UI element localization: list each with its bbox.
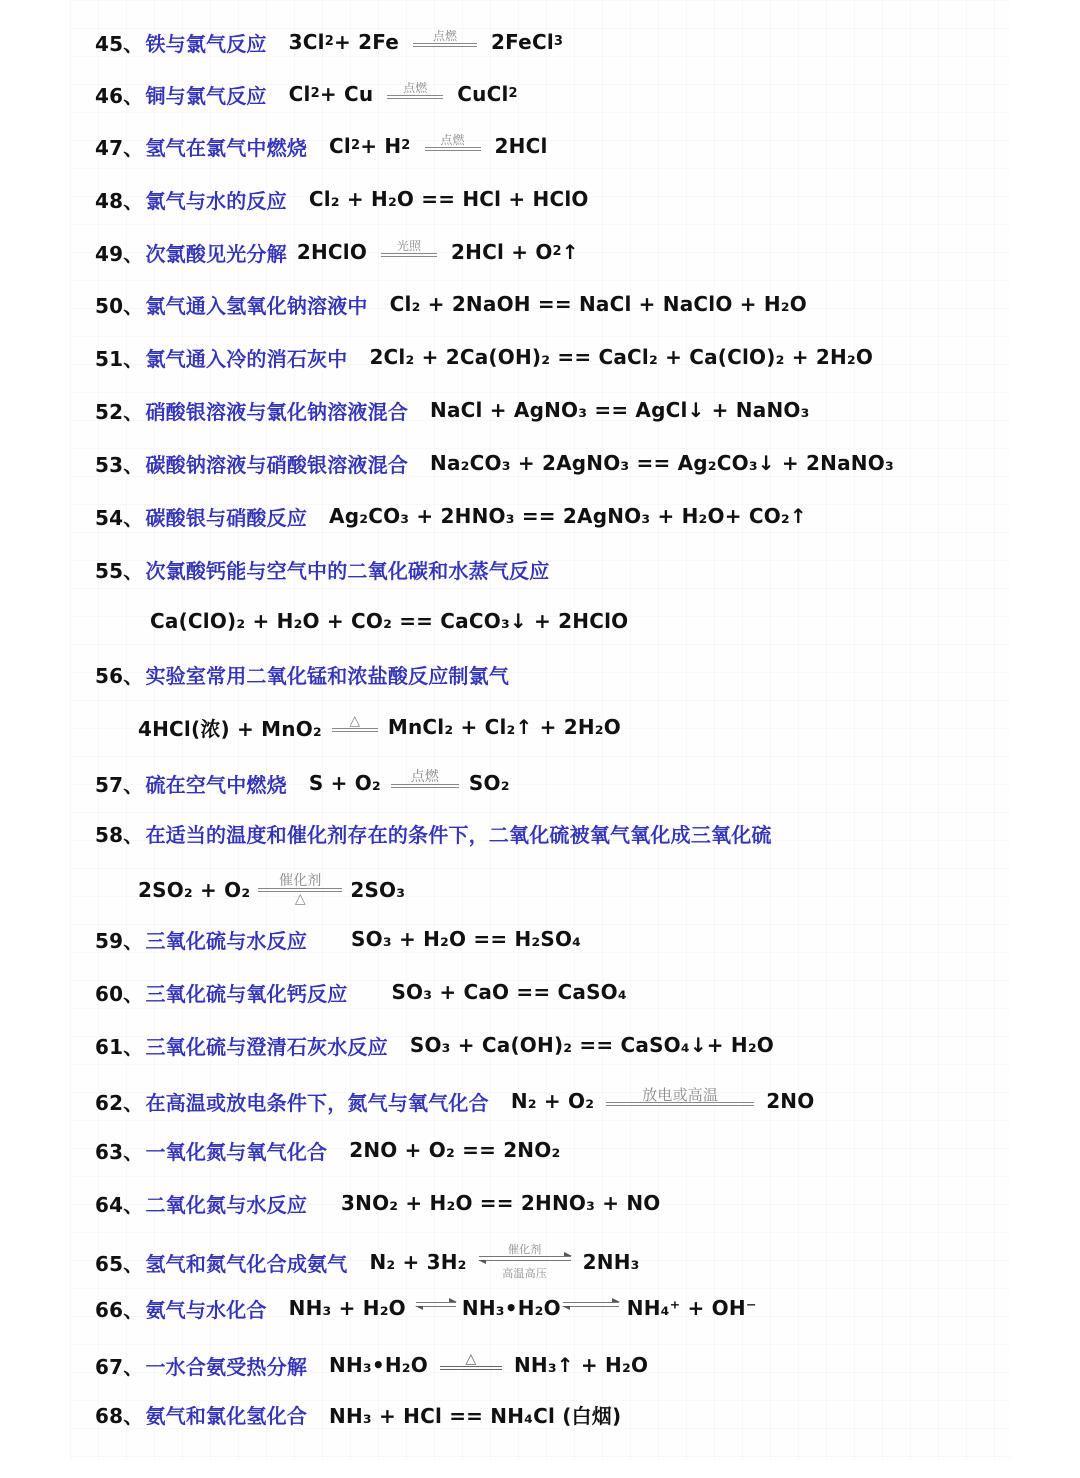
formula: 2HCl + O [451, 240, 553, 264]
reaction-condition [387, 81, 443, 99]
item-number: 57、 [95, 772, 144, 797]
reaction-55 [95, 551, 571, 587]
reaction-65 [95, 1244, 640, 1280]
reaction-condition [440, 1352, 502, 1370]
equation: 2Cl₂ + 2Ca(OH)₂ == CaCl₂ + Ca(ClO)₂ + 2H₂O [369, 345, 874, 369]
item-number: 56、 [95, 663, 144, 688]
item-number: 53、 [95, 452, 144, 477]
formula: 4HCl(浓) + MnO₂ [138, 716, 322, 741]
formula: 3Cl [288, 30, 325, 54]
item-number: 68、 [95, 1403, 144, 1428]
formula: + H [360, 134, 402, 158]
formula: 2HCl [494, 134, 548, 158]
item-number: 60、 [95, 981, 144, 1006]
formula: 2FeCl [491, 30, 554, 54]
equation: Ca(ClO)₂ + H₂O + CO₂ == CaCO₃↓ + 2HClO [150, 609, 629, 633]
reaction-title: 硫在空气中燃烧 [145, 772, 287, 797]
equation: NaCl + AgNO₃ == AgCl↓ + NaNO₃ [430, 398, 810, 422]
item-number: 63、 [95, 1139, 144, 1164]
condition-label: 点燃 [403, 81, 428, 95]
item-number: 65、 [95, 1251, 144, 1276]
reaction-title: 碳酸银与硝酸反应 [145, 505, 308, 530]
equation: 3Cl 2 + 2Fe 点燃 2FeCl 3 [288, 29, 564, 54]
reversible-arrow-icon [416, 1302, 456, 1310]
item-number: 61、 [95, 1034, 144, 1059]
reaction-title: 氯气与水的反应 [145, 188, 287, 213]
equation: SO₃ + H₂O == H₂SO₄ [351, 927, 582, 951]
reaction-49 [95, 234, 579, 270]
formula: 2HClO [296, 240, 368, 264]
reaction-50 [95, 286, 807, 322]
formula: SO₂ [468, 771, 510, 795]
item-number: 67、 [95, 1354, 144, 1379]
heat-icon: △ [465, 1351, 477, 1367]
item-number: 48、 [95, 188, 144, 213]
equation: Ag₂CO₃ + 2HNO₃ == 2AgNO₃ + H₂O+ CO₂↑ [329, 504, 807, 528]
item-number: 49、 [95, 241, 144, 266]
double-line-icon [391, 784, 459, 788]
reaction-58-equation [138, 872, 405, 908]
heat-icon: △ [349, 713, 361, 729]
condition-label: 点燃 [432, 29, 458, 43]
condition-label: 点燃 [410, 769, 440, 785]
item-number: 47、 [95, 135, 144, 160]
backward-arrow-icon [479, 1260, 571, 1264]
equation [138, 713, 621, 742]
reaction-60 [95, 974, 627, 1010]
equation: Cl 2 + Cu 点燃 CuCl 2 [288, 81, 518, 106]
reaction-61 [95, 1027, 774, 1063]
item-number: 46、 [95, 83, 144, 108]
double-line-icon [425, 147, 481, 151]
reaction-condition [606, 1088, 754, 1106]
equation: SO₃ + CaO == CaSO₄ [391, 980, 627, 1004]
reaction-title: 氯气通入氢氧化钠溶液中 [145, 293, 368, 318]
reaction-title: 实验室常用二氧化锰和浓盐酸反应制氯气 [145, 663, 510, 688]
double-line-icon [606, 1102, 754, 1106]
equation: 2HClO 光照 2HCl + O 2 ↑ [296, 239, 579, 264]
double-line-icon [413, 43, 477, 47]
double-line-icon [440, 1366, 502, 1370]
item-number: 50、 [95, 293, 144, 318]
reaction-condition [258, 874, 342, 906]
reaction-title: 一氧化氮与氧气化合 [145, 1139, 328, 1164]
equation: SO₃ + Ca(OH)₂ == CaSO₄↓+ H₂O [409, 1033, 775, 1057]
reaction-46 [95, 76, 518, 112]
item-number: 52、 [95, 399, 144, 424]
reaction-title: 硝酸银溶液与氯化钠溶液混合 [145, 399, 409, 424]
reaction-55-equation [150, 603, 628, 639]
equation [138, 874, 405, 906]
reaction-condition [425, 133, 481, 151]
item-number: 55、 [95, 558, 144, 583]
reaction-66 [95, 1290, 757, 1326]
equation: Na₂CO₃ + 2AgNO₃ == Ag₂CO₃↓ + 2NaNO₃ [430, 451, 894, 475]
backward-arrow-icon [563, 1306, 619, 1310]
equation: 3NO₂ + H₂O == 2HNO₃ + NO [341, 1191, 661, 1215]
reaction-52 [95, 392, 810, 428]
gas-arrow-icon: ↑ [561, 240, 579, 264]
reaction-condition [391, 770, 459, 788]
formula: Cl [329, 134, 351, 158]
reaction-condition [479, 1243, 571, 1281]
reaction-title: 在高温或放电条件下，氮气与氧气化合 [145, 1090, 489, 1115]
formula: CuCl [457, 82, 509, 106]
double-line-icon [387, 95, 443, 99]
condition-label: 点燃 [440, 133, 465, 147]
reaction-title: 铜与氯气反应 [145, 83, 267, 108]
reaction-title: 氯气通入冷的消石灰中 [145, 346, 348, 371]
equation [309, 771, 510, 795]
reaction-63 [95, 1132, 560, 1168]
reaction-45 [95, 24, 563, 60]
formula: NH₃•H₂O [461, 1296, 561, 1320]
reaction-53 [95, 445, 894, 481]
equation [329, 1353, 648, 1377]
equation: 2NO + O₂ == 2NO₂ [349, 1138, 561, 1162]
item-number: 62、 [95, 1090, 144, 1115]
reaction-title: 一水合氨受热分解 [145, 1354, 308, 1379]
item-number: 64、 [95, 1192, 144, 1217]
reaction-title: 氢气和氮气化合成氨气 [145, 1251, 348, 1276]
formula: + Cu [319, 82, 374, 106]
formula: N₂ + 3H₂ [369, 1250, 467, 1274]
reaction-54 [95, 498, 807, 534]
reaction-56-equation [138, 709, 621, 745]
equation: NH₃ + HCl == NH₄Cl (白烟) [329, 1403, 622, 1428]
equation: Cl₂ + H₂O == HCl + HClO [308, 187, 589, 211]
reaction-57 [95, 765, 510, 801]
item-number: 66、 [95, 1297, 144, 1322]
reaction-59 [95, 921, 581, 957]
equation: Cl₂ + 2NaOH == NaCl + NaClO + H₂O [389, 292, 807, 316]
reaction-47 [95, 128, 548, 164]
reaction-title: 二氧化氮与水反应 [145, 1192, 308, 1217]
formula: 2SO₃ [350, 878, 406, 902]
equation [289, 1296, 757, 1320]
reaction-title: 铁与氯气反应 [145, 31, 267, 56]
reaction-title: 氨气与水化合 [145, 1297, 267, 1322]
condition-label: 光照 [396, 239, 422, 253]
reversible-arrow-icon [563, 1302, 619, 1310]
formula: N₂ + O₂ [510, 1089, 595, 1113]
formula: MnCl₂ + Cl₂↑ + 2H₂O [387, 715, 621, 739]
reaction-title: 在适当的温度和催化剂存在的条件下，二氧化硫被氧气氧化成三氧化硫 [145, 822, 772, 847]
reaction-title: 三氧化硫与氧化钙反应 [145, 981, 348, 1006]
formula: 2NO [766, 1089, 815, 1113]
equation [369, 1243, 639, 1281]
item-number: 54、 [95, 505, 144, 530]
reaction-58 [95, 815, 794, 851]
reaction-67 [95, 1347, 648, 1383]
reaction-title: 次氯酸钙能与空气中的二氧化碳和水蒸气反应 [145, 558, 550, 583]
reaction-64 [95, 1185, 660, 1221]
item-number: 51、 [95, 346, 144, 371]
formula: NH₃•H₂O [329, 1353, 428, 1377]
reaction-title: 氨气和氯化氢化合 [145, 1403, 308, 1428]
reaction-title: 三氧化硫与水反应 [145, 928, 308, 953]
formula: NH₄⁺ + OH⁻ [626, 1296, 757, 1320]
double-line-icon [332, 728, 378, 732]
formula: Cl [288, 82, 311, 106]
equation: Cl 2 + H 2 点燃 2HCl [329, 133, 548, 158]
reaction-condition [381, 239, 437, 257]
condition-label: 放电或高温 [642, 1086, 719, 1104]
double-line-icon [381, 253, 437, 257]
reaction-62 [95, 1083, 814, 1119]
reaction-51 [95, 339, 873, 375]
condition-label: 催化剂 [279, 873, 322, 889]
reaction-title: 三氧化硫与澄清石灰水反应 [145, 1034, 388, 1059]
heat-icon: △ [294, 891, 306, 907]
formula: NH₃ + H₂O [288, 1296, 406, 1320]
reaction-48 [95, 181, 589, 217]
equation [510, 1086, 815, 1113]
backward-arrow-icon [416, 1306, 456, 1310]
condition-label: 催化剂 [507, 1243, 542, 1256]
reaction-condition [413, 29, 477, 47]
reaction-56 [95, 656, 531, 692]
formula: S + O₂ [308, 771, 381, 795]
item-number: 45、 [95, 31, 144, 56]
item-number: 58、 [95, 822, 144, 847]
reversible-arrow-icon [479, 1256, 571, 1264]
reaction-condition [332, 714, 378, 732]
reaction-68 [95, 1396, 621, 1432]
formula: 2SO₂ + O₂ [138, 878, 251, 902]
item-number: 59、 [95, 928, 144, 953]
formula: 2NH₃ [582, 1250, 640, 1274]
formula: NH₃↑ + H₂O [513, 1353, 649, 1377]
reaction-title: 碳酸钠溶液与硝酸银溶液混合 [145, 452, 409, 477]
reaction-title: 氢气在氯气中燃烧 [145, 135, 308, 160]
reaction-title: 次氯酸见光分解 [145, 241, 287, 266]
condition-label: 高温高压 [502, 1267, 548, 1280]
formula: + 2Fe [333, 30, 400, 54]
